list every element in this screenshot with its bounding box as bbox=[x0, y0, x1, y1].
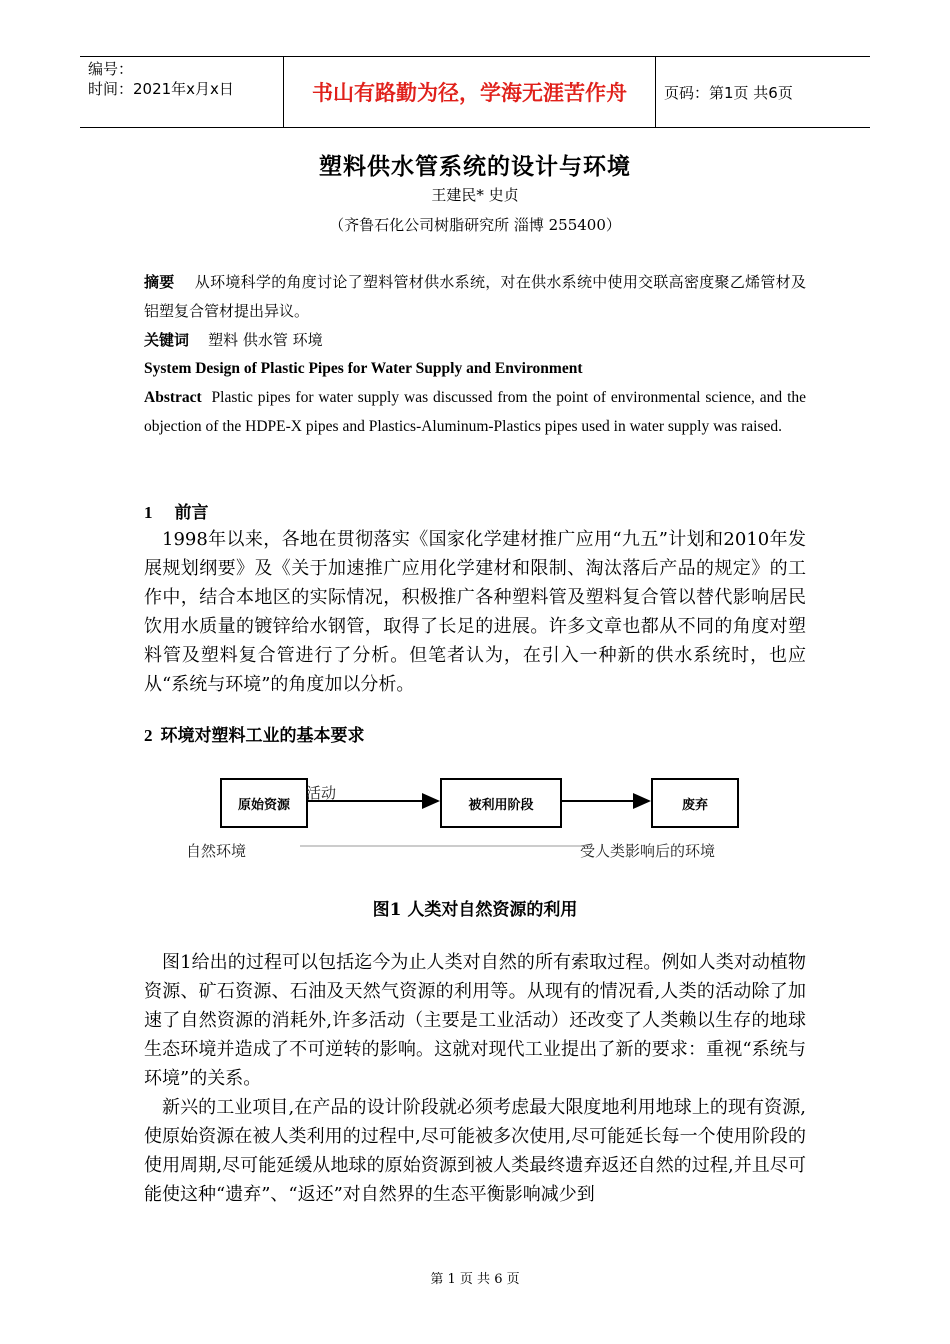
raw-resource-box: 原始资源 bbox=[220, 778, 308, 828]
section-number: 2 bbox=[144, 726, 153, 745]
number-label: 编号： bbox=[88, 60, 134, 78]
section-title: 环境对塑料工业的基本要求 bbox=[160, 726, 365, 746]
discard-box: 废弃 bbox=[651, 778, 739, 828]
section-title: 前言 bbox=[174, 503, 209, 523]
keywords bbox=[144, 326, 806, 355]
english-abstract-text: Plastic pipes for water supply was discussed from the point of environmental science, and the objection of the HDPE-X pipes and Plastics-Aluminum-Plastics pipes used in water supply was raised. bbox=[144, 389, 806, 435]
en-title-block bbox=[144, 354, 806, 383]
affected-environment-label: 受人类影响后的环境 bbox=[580, 842, 716, 860]
section-1-paragraph: 1998年以来，各地在贯彻落实《国家化学建材推广应用“九五”计划和2010年发展规划纲要》及《关于加速推广应用化学建材和限制、淘汰落后产品的规定》的工作中，结合本地区的实际情况，积极推广各种塑料管及塑料复合管以替代影响居民饮用水质量的镀锌给水钢管，取得了长足的进展。许多文章也都从不同的角度对塑料管及塑料复合管进行了分析。但笔者认为，在引入一种新的供水系统时，也应从“系统与环境”的角度加以分析。 bbox=[144, 529, 806, 695]
section-2-paragraph-1: 图1给出的过程可以包括迄今为止人类对自然的所有索取过程。例如人类对动植物资源、矿石资源、石油及天然气资源的利用等。从现有的情况看,人类的活动除了加速了自然资源的消耗外,许多活动（主要是工业活动）还改变了人类赖以生存的地球生态环境并造成了不可逆转的影响。这就对现代工业提出了新的要求：重视“系统与环境”的关系。 bbox=[144, 952, 806, 1089]
abstract-text: 从环境科学的角度讨论了塑料管材供水系统，对在供水系统中使用交联高密度聚乙烯管材及铝塑复合管材提出异议。 bbox=[144, 273, 806, 320]
document-header bbox=[80, 56, 870, 128]
section-1-heading bbox=[144, 498, 209, 523]
paper-title: 塑料供水管系统的设计与环境 bbox=[319, 154, 631, 180]
english-abstract bbox=[144, 383, 806, 441]
english-abstract-label: Abstract bbox=[144, 389, 202, 406]
activity-label: 活动 bbox=[306, 784, 337, 802]
keywords-label: 关键词 bbox=[144, 331, 190, 349]
section-2-heading bbox=[144, 721, 365, 746]
keywords-text: 塑料 供水管 环境 bbox=[208, 331, 323, 349]
header-motto: 书山有路勤为径，学海无涯苦作舟 bbox=[312, 81, 627, 105]
abstract-label: 摘要 bbox=[144, 273, 175, 291]
english-title: System Design of Plastic Pipes for Water Supply and Environment bbox=[144, 360, 583, 377]
header-divider bbox=[655, 57, 656, 127]
figure-1-caption: 图1 人类对自然资源的利用 bbox=[372, 900, 578, 920]
abstract bbox=[144, 268, 806, 326]
paper-affiliation: （齐鲁石化公司树脂研究所 淄博 255400） bbox=[329, 216, 621, 234]
header-page-info: 页码：第1页 共6页 bbox=[664, 83, 793, 102]
section-number: 1 bbox=[144, 503, 153, 522]
natural-environment-label: 自然环境 bbox=[186, 842, 247, 860]
time-label: 时间：2021年x月x日 bbox=[88, 80, 234, 98]
page-footer: 第 1 页 共 6 页 bbox=[430, 1272, 520, 1287]
section-2-paragraph-2: 新兴的工业项目,在产品的设计阶段就必须考虑最大限度地利用地球上的现有资源,使原始资源在被人类利用的过程中,尽可能被多次使用,尽可能延长每一个使用阶段的使用周期,尽可能延缓从地球的原始资源到被人类最终遗弃返还自然的过程,并且尽可能使这种“遗弃”、“返还”对自然界的生态平衡影响减少到 bbox=[144, 1097, 806, 1205]
header-meta bbox=[88, 59, 278, 99]
use-stage-box: 被利用阶段 bbox=[440, 778, 562, 828]
paper-authors: 王建民* 史贞 bbox=[431, 186, 519, 204]
